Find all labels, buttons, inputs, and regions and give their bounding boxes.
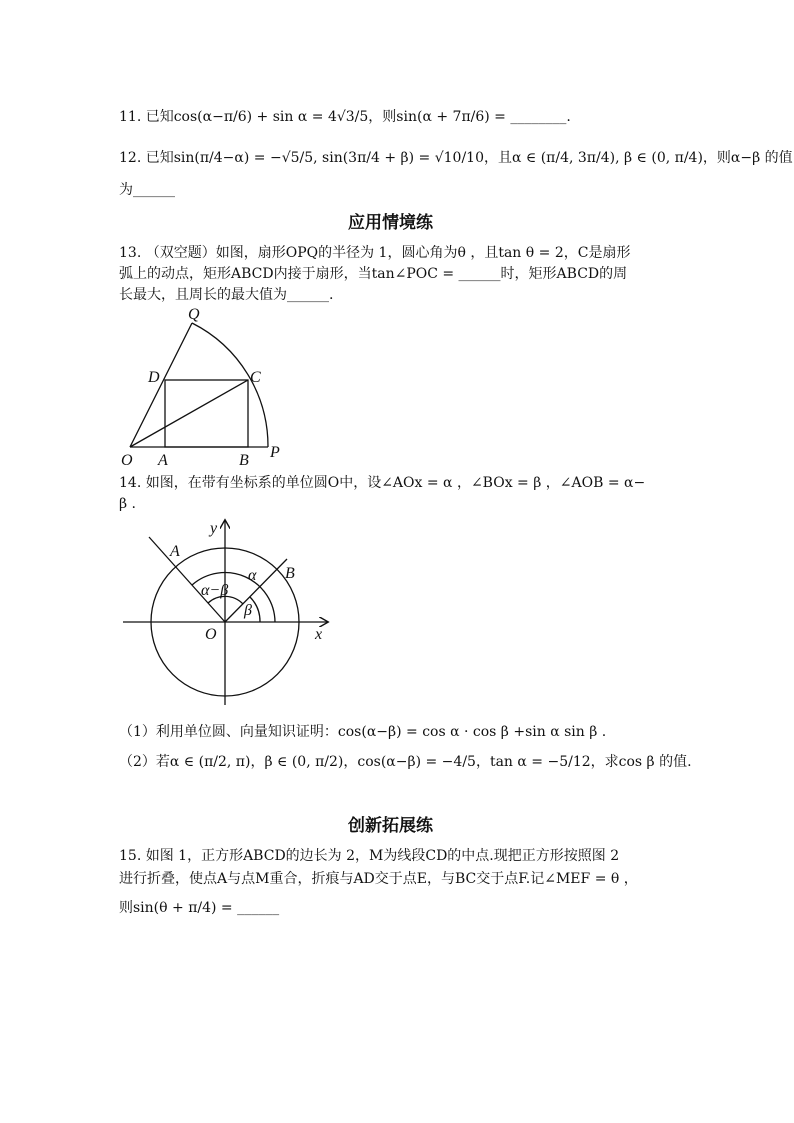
- label-x: x: [315, 626, 323, 643]
- question-14-part-1: （1）利用单位圆、向量知识证明：cos(α−β) = cos α · cos β +sin α sin β .: [119, 724, 607, 740]
- question-15-line-1: 15. 如图 1，正方形ABCD的边长为 2，M为线段CD的中点.现把正方形按照图 2: [119, 848, 620, 864]
- label-alpha-minus-beta: α−β: [201, 582, 229, 599]
- label-q: Q: [188, 306, 200, 323]
- section-title-application: 应用情境练: [348, 213, 433, 233]
- question-13-line-2: 弧上的动点，矩形ABCD内接于扇形，当tan∠POC = ______时，矩形ABCD的周: [119, 266, 628, 282]
- label-b: B: [239, 452, 249, 469]
- label-a: A: [158, 452, 168, 469]
- label-o: O: [121, 452, 133, 469]
- question-14-part-2: （2）若α ∈ (π/2, π)，β ∈ (0, π/2)，cos(α−β) = −4/5，tan α = −5/12，求cos β 的值.: [119, 754, 692, 770]
- label-b: B: [285, 565, 295, 582]
- question-13-line-1: 13. （双空题）如图，扇形OPQ的半径为 1，圆心角为θ ，且tan θ = 2，C是扇形: [119, 245, 631, 261]
- label-y: y: [210, 520, 218, 537]
- segment-oc: [130, 380, 248, 447]
- label-p: P: [270, 444, 280, 461]
- radius-oq: [130, 323, 192, 447]
- question-14-line-2: β .: [119, 496, 136, 512]
- question-15-line-2: 进行折叠，使点A与点M重合，折痕与AD交于点E，与BC交于点F.记∠MEF = θ ，: [119, 871, 638, 887]
- question-11: 11. 已知cos(α−π/6) + sin α = 4√3/5，则sin(α + 7π/6) = ________.: [119, 109, 571, 125]
- rectangle-abcd: [165, 380, 248, 447]
- section-title-innovation: 创新拓展练: [348, 816, 433, 836]
- question-15-line-3: 则sin(θ + π/4) = ______: [119, 900, 280, 916]
- unit-circle-diagram: [115, 515, 340, 715]
- label-c: C: [250, 369, 261, 386]
- question-14-line-1: 14. 如图，在带有坐标系的单位圆O中，设∠AOx = α ，∠BOx = β ，∠AOB = α−: [119, 475, 646, 491]
- label-a: A: [170, 543, 180, 560]
- question-12-line-1: 12. 已知sin(π/4−α) = −√5/5, sin(3π/4 + β) = √10/10，且α ∈ (π/4, 3π/4), β ∈ (0, π/4)，则α−β 的值: [119, 150, 793, 166]
- sector-diagram: [110, 305, 300, 470]
- label-d: D: [148, 369, 160, 386]
- question-12-line-2: 为______: [119, 182, 175, 198]
- label-beta: β: [244, 602, 252, 619]
- ray-oa: [149, 537, 225, 622]
- label-o: O: [205, 626, 217, 643]
- label-alpha: α: [248, 567, 257, 584]
- question-13-line-3: 长最大，且周长的最大值为______.: [119, 287, 334, 303]
